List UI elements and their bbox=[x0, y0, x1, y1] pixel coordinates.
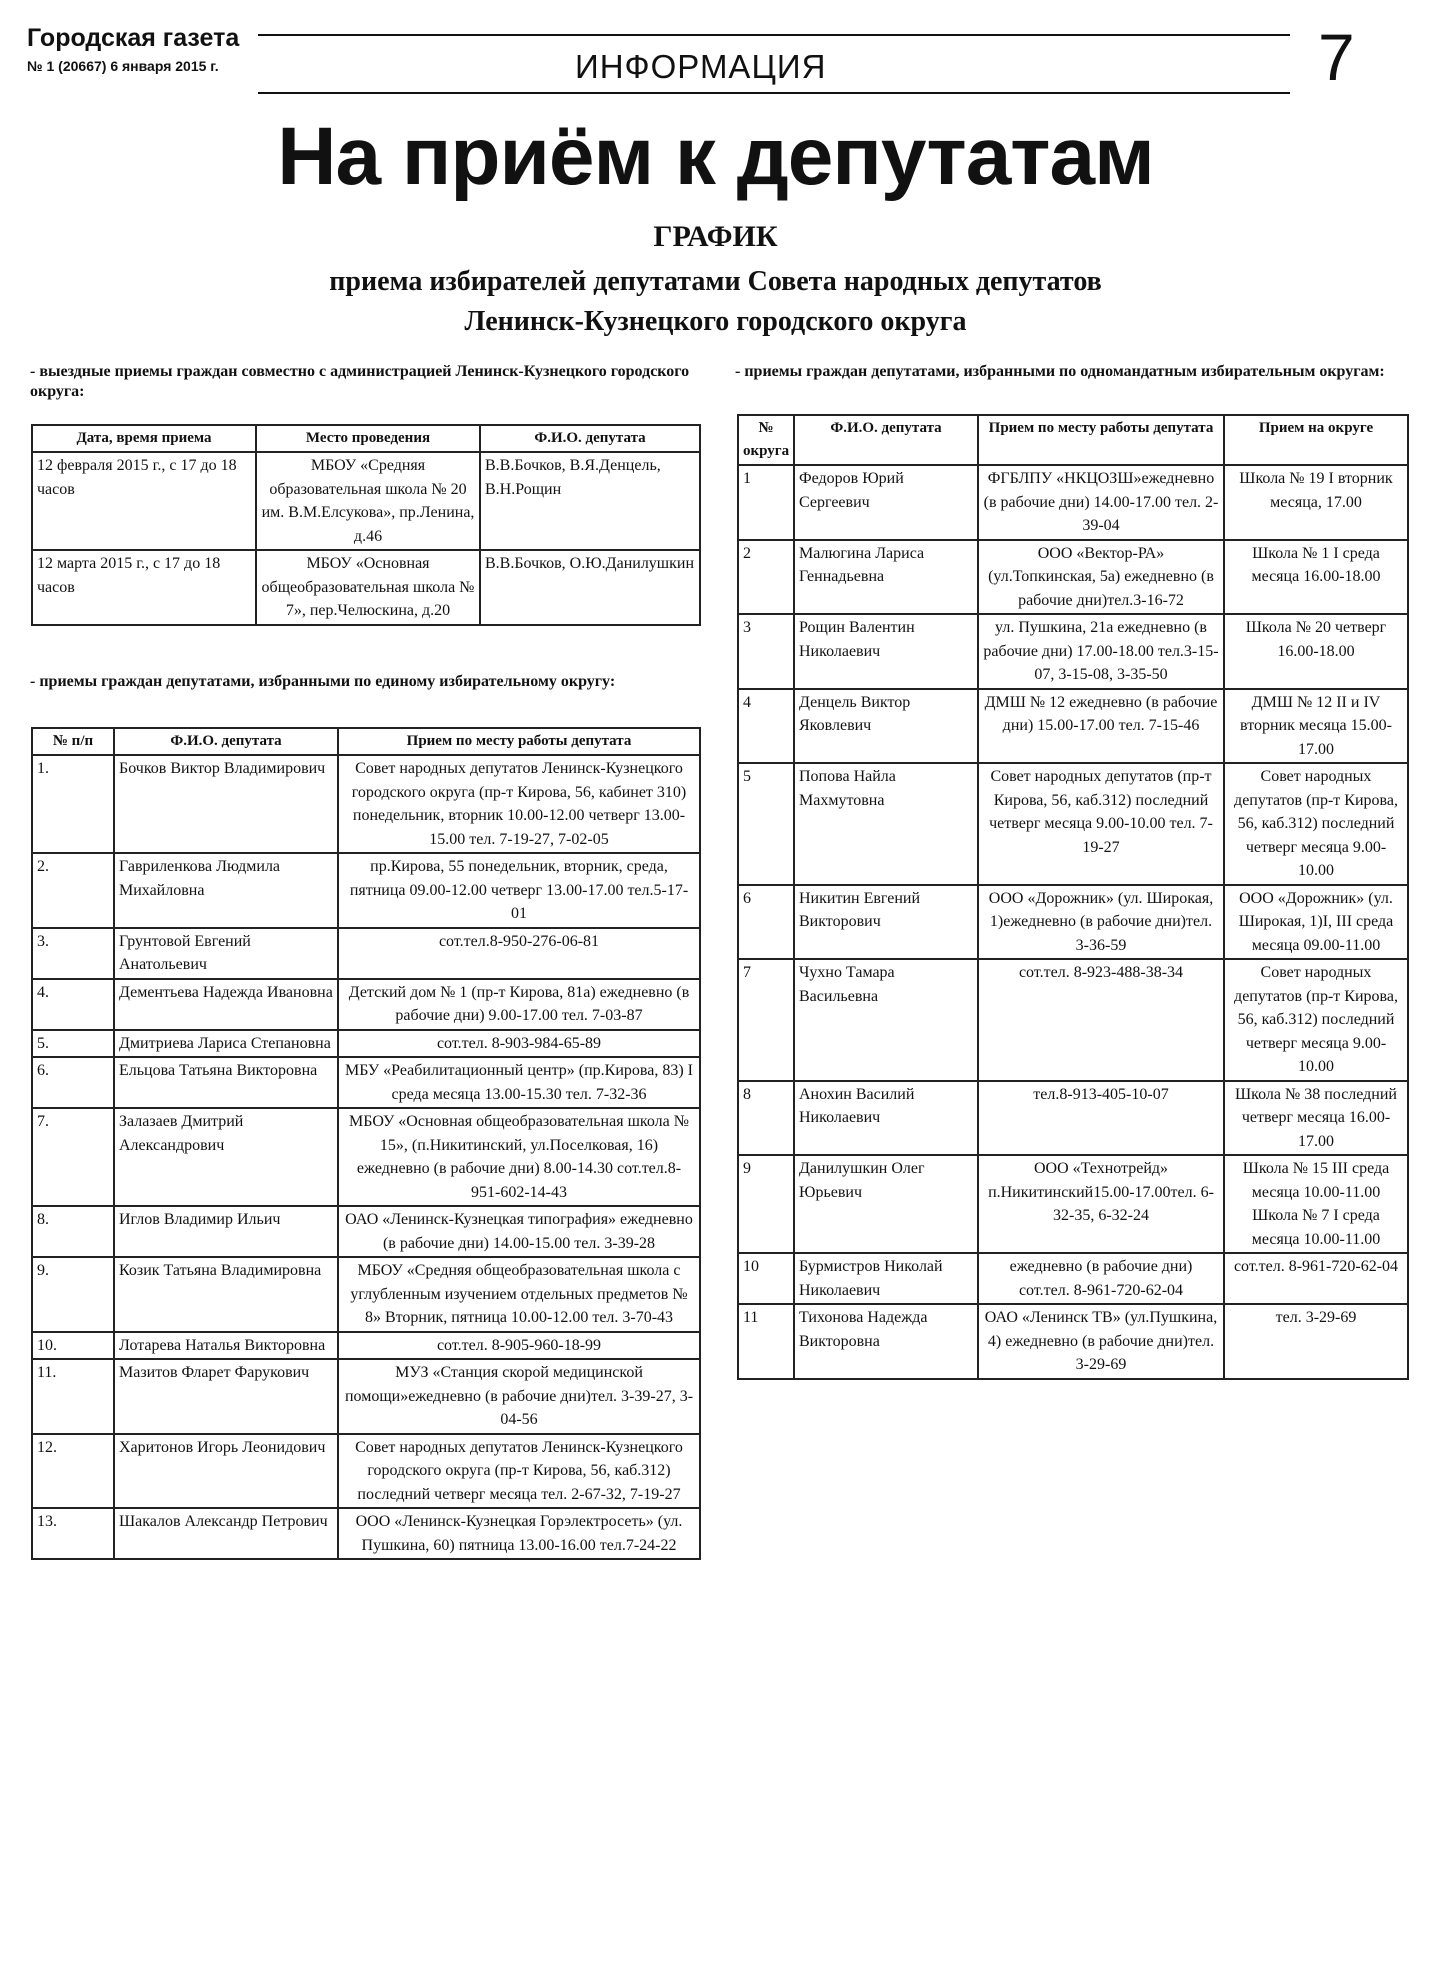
district-reception: Школа № 38 последний четверг месяца 16.00-17.00 bbox=[1224, 1081, 1408, 1156]
row-number: 2. bbox=[32, 853, 114, 928]
district-reception: тел. 3-29-69 bbox=[1224, 1304, 1408, 1379]
table-row bbox=[738, 885, 1408, 960]
row-number: 1. bbox=[32, 755, 114, 853]
deputy-names: В.В.Бочков, В.Я.Денцель, В.Н.Рощин bbox=[480, 452, 700, 550]
deputy-name: Малюгина Лариса Геннадьевна bbox=[794, 540, 978, 615]
deputy-name: Дмитриева Лариса Степановна bbox=[114, 1030, 338, 1058]
district-number: 10 bbox=[738, 1253, 794, 1304]
reception-date: 12 марта 2015 г., с 17 до 18 часов bbox=[32, 550, 256, 625]
district-number: 11 bbox=[738, 1304, 794, 1379]
column-header: Прием по месту работы депутата bbox=[338, 728, 700, 755]
work-reception: ОАО «Ленинск ТВ» (ул.Пушкина, 4) ежедневно (в рабочие дни)тел. 3-29-69 bbox=[978, 1304, 1224, 1379]
work-reception: ООО «Технотрейд» п.Никитинский15.00-17.00тел. 6-32-35, 6-32-24 bbox=[978, 1155, 1224, 1253]
district-number: 7 bbox=[738, 959, 794, 1081]
newspaper-name: Городская газета bbox=[27, 24, 240, 52]
row-number: 13. bbox=[32, 1508, 114, 1559]
table-row bbox=[738, 1155, 1408, 1253]
column-header: № п/п bbox=[32, 728, 114, 755]
table-row bbox=[738, 465, 1408, 540]
schedule-title: ГРАФИК bbox=[653, 220, 778, 253]
work-reception: Совет народных депутатов Ленинск-Кузнецкого городского округа (пр-т Кирова, 56, кабинет 310) понедельник, вторник 10.00-12.00 четверг 13.00-15.00 тел. 7-19-27, 7-02-05 bbox=[338, 755, 700, 853]
visiting-table bbox=[31, 424, 701, 626]
table-row bbox=[738, 959, 1408, 1081]
deputy-name: Грунтовой Евгений Анатольевич bbox=[114, 928, 338, 979]
work-reception: ОАО «Ленинск-Кузнецкая типография» ежедневно (в рабочие дни) 14.00-15.00 тел. 3-39-28 bbox=[338, 1206, 700, 1257]
table-row bbox=[32, 1030, 700, 1058]
row-number: 3. bbox=[32, 928, 114, 979]
work-reception: МУЗ «Станция скорой медицинской помощи»ежедневно (в рабочие дни)тел. 3-39-27, 3-04-56 bbox=[338, 1359, 700, 1434]
work-reception: сот.тел. 8-905-960-18-99 bbox=[338, 1332, 700, 1360]
work-reception: ФГБЛПУ «НКЦОЗШ»ежедневно (в рабочие дни) 14.00-17.00 тел. 2-39-04 bbox=[978, 465, 1224, 540]
work-reception: ООО «Дорожник» (ул. Широкая, 1)ежедневно (в рабочие дни)тел. 3-36-59 bbox=[978, 885, 1224, 960]
district-reception: сот.тел. 8-961-720-62-04 bbox=[1224, 1253, 1408, 1304]
table-row bbox=[738, 1304, 1408, 1379]
column-header: Прием по месту работы депутата bbox=[978, 415, 1224, 465]
deputy-name: Залазаев Дмитрий Александрович bbox=[114, 1108, 338, 1206]
district-number: 1 bbox=[738, 465, 794, 540]
deputy-name: Рощин Валентин Николаевич bbox=[794, 614, 978, 689]
deputy-name: Дементьева Надежда Ивановна bbox=[114, 979, 338, 1030]
district-reception: Школа № 1 I среда месяца 16.00-18.00 bbox=[1224, 540, 1408, 615]
table-row bbox=[738, 1253, 1408, 1304]
deputy-name: Тихонова Надежда Викторовна bbox=[794, 1304, 978, 1379]
deputy-name: Гавриленкова Людмила Михайловна bbox=[114, 853, 338, 928]
subtitle-line-1: приема избирателей депутатами Совета народных депутатов bbox=[329, 266, 1102, 297]
row-number: 4. bbox=[32, 979, 114, 1030]
column-header: Дата, время приема bbox=[32, 425, 256, 452]
work-reception: тел.8-913-405-10-07 bbox=[978, 1081, 1224, 1156]
table-row bbox=[32, 755, 700, 853]
single-mandate-header-row bbox=[738, 415, 1408, 465]
district-number: 3 bbox=[738, 614, 794, 689]
subtitle-line-2: Ленинск-Кузнецкого городского округа bbox=[464, 306, 967, 337]
column-header: Место проведения bbox=[256, 425, 480, 452]
work-reception: ДМШ № 12 ежедневно (в рабочие дни) 15.00-17.00 тел. 7-15-46 bbox=[978, 689, 1224, 764]
table-row bbox=[32, 1206, 700, 1257]
work-reception: МБОУ «Основная общеобразовательная школа № 15», (п.Никитинский, ул.Поселковая, 16) ежедневно (в рабочие дни) 8.00-14.30 сот.тел.8-951-602-14-43 bbox=[338, 1108, 700, 1206]
reception-place: МБОУ «Основная общеобразовательная школа № 7», пер.Челюскина, д.20 bbox=[256, 550, 480, 625]
table-row bbox=[32, 1332, 700, 1360]
work-reception: сот.тел.8-950-276-06-81 bbox=[338, 928, 700, 979]
work-reception: пр.Кирова, 55 понедельник, вторник, среда, пятница 09.00-12.00 четверг 13.00-17.00 тел.5-17-01 bbox=[338, 853, 700, 928]
table-row bbox=[32, 1508, 700, 1559]
deputy-name: Лотарева Наталья Викторовна bbox=[114, 1332, 338, 1360]
deputy-names: В.В.Бочков, О.Ю.Данилушкин bbox=[480, 550, 700, 625]
district-reception: ДМШ № 12 II и IV вторник месяца 15.00-17.00 bbox=[1224, 689, 1408, 764]
visiting-note: - выездные приемы граждан совместно с администрацией Ленинск-Кузнецкого городского округа: bbox=[30, 363, 690, 400]
deputy-name: Козик Татьяна Владимировна bbox=[114, 1257, 338, 1332]
column-header: Прием на округе bbox=[1224, 415, 1408, 465]
table-row bbox=[32, 1434, 700, 1509]
deputy-name: Бочков Виктор Владимирович bbox=[114, 755, 338, 853]
work-reception: Совет народных депутатов Ленинск-Кузнецкого городского округа (пр-т Кирова, 56, каб.312) последний четверг месяца тел. 2-67-32, 7-19-27 bbox=[338, 1434, 700, 1509]
deputy-name: Харитонов Игорь Леонидович bbox=[114, 1434, 338, 1509]
section-title: ИНФОРМАЦИЯ bbox=[575, 48, 827, 85]
issue-date: № 1 (20667) 6 января 2015 г. bbox=[27, 58, 219, 74]
top-rule bbox=[258, 34, 1290, 36]
column-header: Ф.И.О. депутата bbox=[480, 425, 700, 452]
row-number: 6. bbox=[32, 1057, 114, 1108]
deputy-name: Бурмистров Николай Николаевич bbox=[794, 1253, 978, 1304]
single-district-header-row bbox=[32, 728, 700, 755]
district-number: 9 bbox=[738, 1155, 794, 1253]
row-number: 9. bbox=[32, 1257, 114, 1332]
table-row bbox=[738, 689, 1408, 764]
district-number: 4 bbox=[738, 689, 794, 764]
deputy-name: Попова Найла Махмутовна bbox=[794, 763, 978, 885]
district-number: 8 bbox=[738, 1081, 794, 1156]
table-row bbox=[32, 979, 700, 1030]
deputy-name: Мазитов Фларет Фарукович bbox=[114, 1359, 338, 1434]
column-header: № округа bbox=[738, 415, 794, 465]
row-number: 12. bbox=[32, 1434, 114, 1509]
district-reception: Школа № 20 четверг 16.00-18.00 bbox=[1224, 614, 1408, 689]
table-row bbox=[32, 452, 700, 550]
deputy-name: Данилушкин Олег Юрьевич bbox=[794, 1155, 978, 1253]
table-row bbox=[738, 614, 1408, 689]
column-header: Ф.И.О. депутата bbox=[114, 728, 338, 755]
table-row bbox=[32, 1359, 700, 1434]
single-mandate-note: - приемы граждан депутатами, избранными по одномандатным избирательным округам: bbox=[735, 363, 1385, 380]
table-row bbox=[738, 1081, 1408, 1156]
table-row bbox=[32, 928, 700, 979]
table-row bbox=[32, 853, 700, 928]
district-number: 6 bbox=[738, 885, 794, 960]
work-reception: ежедневно (в рабочие дни) сот.тел. 8-961-720-62-04 bbox=[978, 1253, 1224, 1304]
page-number: 7 bbox=[1318, 20, 1355, 94]
visiting-header-row bbox=[32, 425, 700, 452]
deputy-name: Никитин Евгений Викторович bbox=[794, 885, 978, 960]
work-reception: Детский дом № 1 (пр-т Кирова, 81а) ежедневно (в рабочие дни) 9.00-17.00 тел. 7-03-87 bbox=[338, 979, 700, 1030]
deputy-name: Анохин Василий Николаевич bbox=[794, 1081, 978, 1156]
table-row bbox=[738, 763, 1408, 885]
deputy-name: Иглов Владимир Ильич bbox=[114, 1206, 338, 1257]
deputy-name: Ельцова Татьяна Викторовна bbox=[114, 1057, 338, 1108]
section-rule bbox=[258, 92, 1290, 94]
work-reception: МБУ «Реабилитационный центр» (пр.Кирова, 83) I среда месяца 13.00-15.30 тел. 7-32-36 bbox=[338, 1057, 700, 1108]
deputy-name: Чухно Тамара Васильевна bbox=[794, 959, 978, 1081]
district-reception: Школа № 19 I вторник месяца, 17.00 bbox=[1224, 465, 1408, 540]
work-reception: Совет народных депутатов (пр-т Кирова, 56, каб.312) последний четверг месяца 9.00-10.00 тел. 7-19-27 bbox=[978, 763, 1224, 885]
deputy-name: Шакалов Александр Петрович bbox=[114, 1508, 338, 1559]
single-district-table bbox=[31, 727, 701, 1560]
table-row bbox=[32, 1057, 700, 1108]
district-reception: Совет народных депутатов (пр-т Кирова, 56, каб.312) последний четверг месяца 9.00-10.00 bbox=[1224, 959, 1408, 1081]
district-reception: Школа № 15 III среда месяца 10.00-11.00 Школа № 7 I среда месяца 10.00-11.00 bbox=[1224, 1155, 1408, 1253]
work-reception: сот.тел. 8-903-984-65-89 bbox=[338, 1030, 700, 1058]
deputy-name: Денцель Виктор Яковлевич bbox=[794, 689, 978, 764]
column-header: Ф.И.О. депутата bbox=[794, 415, 978, 465]
headline: На приём к депутатам bbox=[277, 111, 1154, 202]
reception-date: 12 февраля 2015 г., с 17 до 18 часов bbox=[32, 452, 256, 550]
single-district-note: - приемы граждан депутатами, избранными по единому избирательному округу: bbox=[30, 673, 616, 690]
reception-place: МБОУ «Средняя образовательная школа № 20 им. В.М.Елсукова», пр.Ленина, д.46 bbox=[256, 452, 480, 550]
district-number: 5 bbox=[738, 763, 794, 885]
row-number: 10. bbox=[32, 1332, 114, 1360]
district-reception: Совет народных депутатов (пр-т Кирова, 56, каб.312) последний четверг месяца 9.00-10.00 bbox=[1224, 763, 1408, 885]
single-mandate-table bbox=[737, 414, 1409, 1380]
table-row bbox=[32, 1257, 700, 1332]
row-number: 7. bbox=[32, 1108, 114, 1206]
row-number: 11. bbox=[32, 1359, 114, 1434]
deputy-name: Федоров Юрий Сергеевич bbox=[794, 465, 978, 540]
work-reception: МБОУ «Средняя общеобразовательная школа с углубленным изучением отдельных предметов № 8» Вторник, пятница 10.00-12.00 тел. 3-70-43 bbox=[338, 1257, 700, 1332]
work-reception: сот.тел. 8-923-488-38-34 bbox=[978, 959, 1224, 1081]
table-row bbox=[738, 540, 1408, 615]
work-reception: ул. Пушкина, 21а ежедневно (в рабочие дни) 17.00-18.00 тел.3-15-07, 3-15-08, 3-35-50 bbox=[978, 614, 1224, 689]
row-number: 5. bbox=[32, 1030, 114, 1058]
table-row bbox=[32, 1108, 700, 1206]
work-reception: ООО «Ленинск-Кузнецкая Горэлектросеть» (ул. Пушкина, 60) пятница 13.00-16.00 тел.7-24-22 bbox=[338, 1508, 700, 1559]
table-row bbox=[32, 550, 700, 625]
row-number: 8. bbox=[32, 1206, 114, 1257]
work-reception: ООО «Вектор-РА» (ул.Топкинская, 5а) ежедневно (в рабочие дни)тел.3-16-72 bbox=[978, 540, 1224, 615]
district-number: 2 bbox=[738, 540, 794, 615]
district-reception: ООО «Дорожник» (ул. Широкая, 1)I, III среда месяца 09.00-11.00 bbox=[1224, 885, 1408, 960]
